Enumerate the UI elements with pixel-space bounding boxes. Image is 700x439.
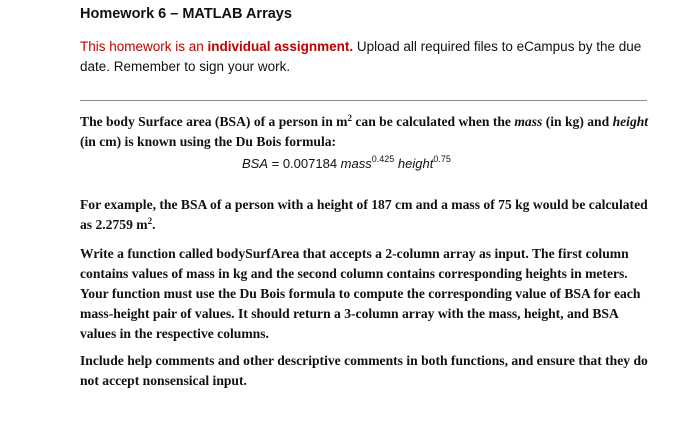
formula-height: height	[397, 156, 434, 171]
task-paragraph: Write a function called bodySurfArea that accepts a 2-column array as input. The first column contains values of mass in kg and the second column contains corresponding heights in meters. Your function must use the Du Bois formula to compute the corresponding value of BSA for each mass-height pair of values. It should return a 3-column array with the mass, height, and BSA values in the respective columns.	[80, 246, 641, 341]
p1-text-a: The body Surface area (BSA) of a person in m	[80, 114, 348, 129]
formula-lhs: BSA	[242, 156, 269, 171]
horizontal-divider	[80, 100, 647, 101]
intro-emphasis: individual assignment.	[207, 39, 354, 54]
p1-text-b: can be calculated when the	[351, 114, 515, 129]
p1-text-c: (in kg) and	[542, 114, 613, 129]
formula-height-exp: 0.75	[433, 154, 451, 164]
p1-mass: mass	[514, 114, 543, 129]
formula-mass-exp: 0.425	[371, 154, 395, 164]
p2-text-b: .	[152, 217, 156, 232]
formula-mass: mass	[340, 156, 372, 171]
p2-text-a: For example, the BSA of a person with a height of 187 cm and a mass of 75 kg would be calculated as 2.2759 m	[80, 197, 648, 232]
du-bois-formula	[242, 156, 451, 171]
comments-paragraph: Include help comments and other descriptive comments in both functions, and ensure that they do not accept nonsensical input.	[80, 353, 648, 388]
formula-eq: = 0.007184	[268, 156, 341, 171]
example-paragraph	[80, 195, 655, 235]
page-title: Homework 6 – MATLAB Arrays	[80, 6, 292, 22]
intro-rest: Upload all required files to eCampus by the due date. Remember to sign your work.	[80, 39, 642, 74]
p1-height: height	[612, 114, 649, 129]
p2-superscript: 2	[147, 216, 153, 226]
intro-paragraph	[80, 37, 650, 77]
intro-lead: This homework is an	[80, 39, 208, 54]
p1-superscript: 2	[347, 113, 352, 123]
problem-description	[80, 112, 655, 152]
p1-text-d: (in cm) is known using the Du Bois formula:	[80, 134, 337, 149]
